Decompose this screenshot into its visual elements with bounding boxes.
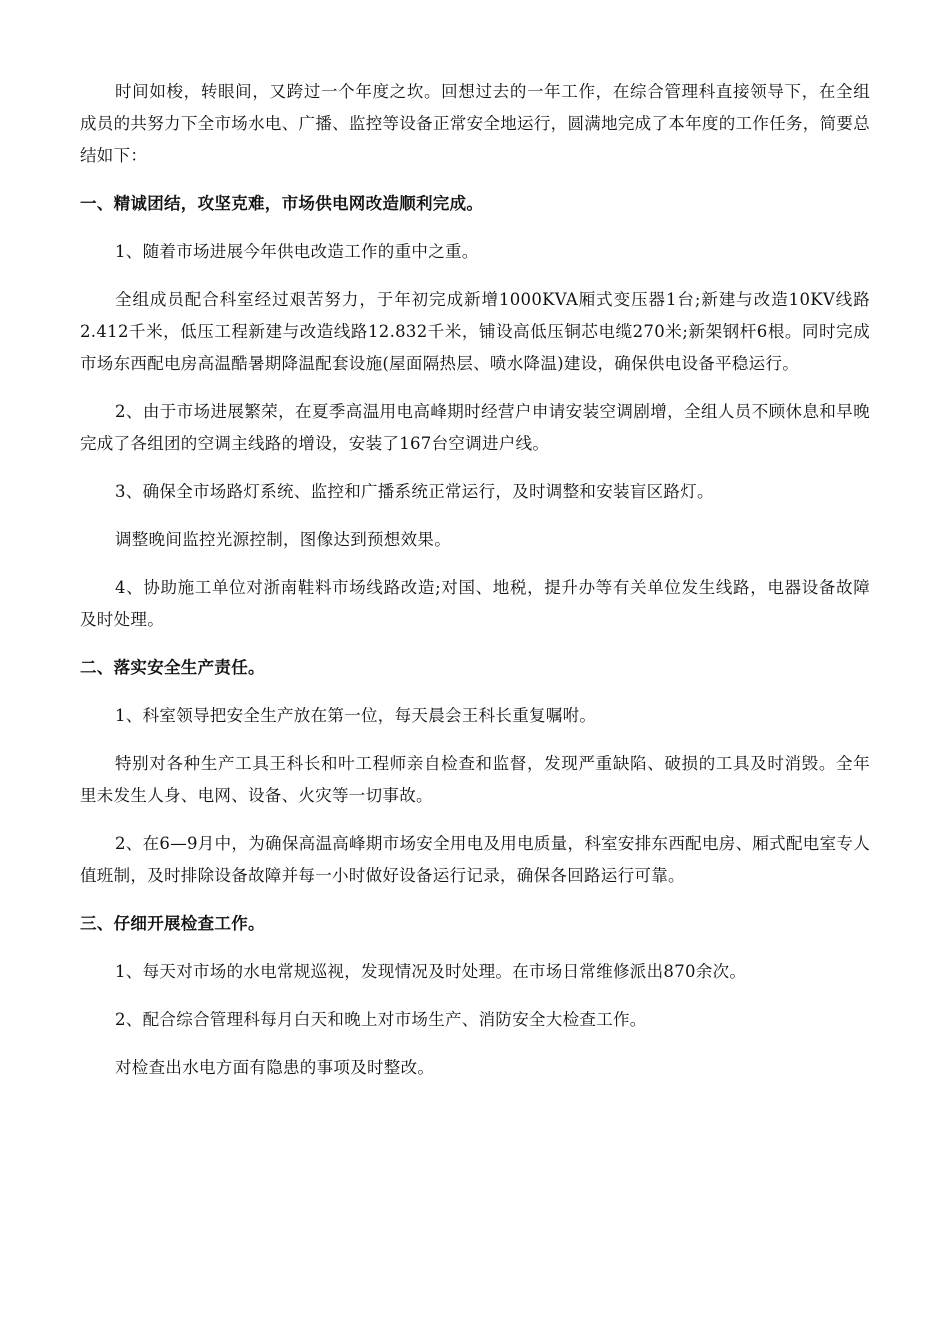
section-heading-1: 一、精诚团结，攻坚克难，市场供电网改造顺利完成。 — [80, 194, 484, 213]
section1-item4: 4、协助施工单位对浙南鞋料市场线路改造;对国、地税，提升办等有关单位发生线路，电器设备故障及时处理。 — [80, 578, 870, 629]
section1-item2: 2、由于市场进展繁荣，在夏季高温用电高峰期时经营户申请安装空调剧增，全组人员不顾休息和早晚完成了各组团的空调主线路的增设，安装了167台空调进户线。 — [80, 402, 870, 453]
section3-item1: 1、每天对市场的水电常规巡视，发现情况及时处理。在市场日常维修派出870余次。 — [115, 962, 747, 981]
section2-item2: 2、在6—9月中，为确保高温高峰期市场安全用电及用电质量，科室安排东西配电房、厢式配电室专人值班制，及时排除设备故障并每一小时做好设备运行记录，确保各回路运行可靠。 — [80, 834, 870, 885]
section1-item1: 1、随着市场进展今年供电改造工作的重中之重。 — [115, 242, 479, 261]
section1-item3-detail: 调整晚间监控光源控制，图像达到预想效果。 — [115, 530, 451, 549]
section2-item1-detail: 特别对各种生产工具王科长和叶工程师亲自检查和监督，发现严重缺陷、破损的工具及时消毁。全年里未发生人身、电网、设备、火灾等一切事故。 — [80, 754, 870, 805]
section2-item1: 1、科室领导把安全生产放在第一位，每天晨会王科长重复嘱咐。 — [115, 706, 597, 725]
section1-item1-detail: 全组成员配合科室经过艰苦努力，于年初完成新增1000KVA厢式变压器1台;新建与改造10KV线路2.412千米，低压工程新建与改造线路12.832千米，铺设高低压铜芯电缆270米;新架钢杆6根。同时完成市场东西配电房高温酷暑期降温配套设施(屋面隔热层、喷水降温)建设，确保供电设备平稳运行。 — [80, 290, 870, 373]
section3-item2-detail: 对检查出水电方面有隐患的事项及时整改。 — [115, 1058, 435, 1077]
intro-paragraph: 时间如梭，转眼间，又跨过一个年度之坎。回想过去的一年工作，在综合管理科直接领导下，在全组成员的共努力下全市场水电、广播、监控等设备正常安全地运行，圆满地完成了本年度的工作任务，简要总结如下： — [80, 82, 870, 165]
document-page — [80, 76, 870, 1084]
section-heading-3: 三、仔细开展检查工作。 — [80, 914, 265, 933]
section3-item2: 2、配合综合管理科每月白天和晚上对市场生产、消防安全大检查工作。 — [115, 1010, 647, 1029]
section1-item3: 3、确保全市场路灯系统、监控和广播系统正常运行，及时调整和安装盲区路灯。 — [115, 482, 714, 501]
section-heading-2: 二、落实安全生产责任。 — [80, 658, 265, 677]
